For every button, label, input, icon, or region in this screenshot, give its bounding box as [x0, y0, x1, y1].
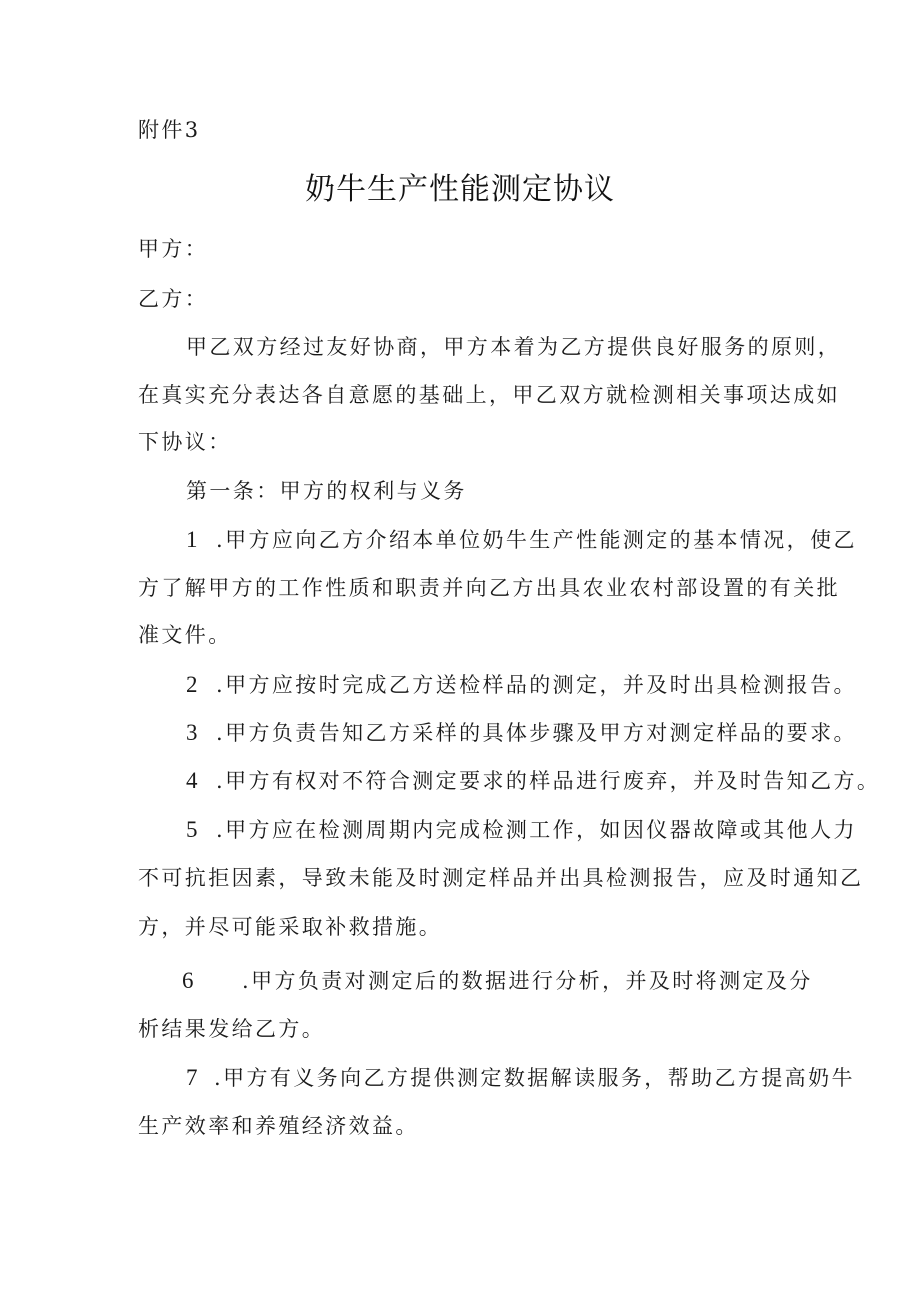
document-title: 奶牛生产性能测定协议 [305, 172, 615, 207]
intro-line: 下协议： [138, 430, 232, 454]
list-item [186, 527, 857, 553]
item-text: 析结果发给乙方。 [138, 1017, 326, 1041]
item-number: 7 [186, 1065, 198, 1090]
list-item [186, 720, 857, 746]
item-number: 3 [186, 720, 198, 745]
item-number: 5 [186, 817, 198, 842]
item-text: .甲方有权对不符合测定要求的样品进行废弃，并及时告知乙方。 [216, 769, 881, 793]
item-text: 准文件。 [138, 623, 232, 647]
party-a-label: 甲方： [138, 237, 209, 261]
article-heading: 第一条：甲方的权利与义务 [186, 479, 467, 503]
list-item [186, 1065, 855, 1091]
item-text: .甲方应向乙方介绍本单位奶牛生产性能测定的基本情况，使乙 [216, 528, 857, 552]
list-item [186, 768, 880, 794]
item-text: .甲方有义务向乙方提供测定数据解读服务，帮助乙方提高奶牛 [214, 1066, 855, 1090]
intro-line: 甲乙双方经过友好协商，甲方本着为乙方提供良好服务的原则， [186, 335, 842, 359]
item-text: .甲方负责对测定后的数据进行分析，并及时将测定及分 [242, 969, 813, 993]
item-text: 方，并尽可能采取补救措施。 [138, 915, 443, 939]
item-text: .甲方应在检测周期内完成检测工作，如因仪器故障或其他人力 [216, 818, 857, 842]
item-text: 不可抗拒因素，导致未能及时测定样品并出具检测报告，应及时通知乙 [138, 866, 864, 890]
party-b-label: 乙方： [138, 287, 209, 311]
item-number: 1 [186, 527, 198, 552]
list-item [182, 968, 813, 994]
attachment-label: 附件3 [138, 118, 201, 142]
item-number: 4 [186, 768, 198, 793]
item-text: 生产效率和养殖经济效益。 [138, 1114, 419, 1138]
item-text: .甲方应按时完成乙方送检样品的测定，并及时出具检测报告。 [216, 673, 857, 697]
item-number: 2 [186, 672, 198, 697]
item-text: .甲方负责告知乙方采样的具体步骤及甲方对测定样品的要求。 [216, 721, 857, 745]
intro-line: 在真实充分表达各自意愿的基础上，甲乙双方就检测相关事项达成如 [138, 383, 840, 407]
item-number: 6 [182, 968, 194, 993]
list-item [186, 817, 857, 843]
item-text: 方了解甲方的工作性质和职责并向乙方出具农业农村部设置的有关批 [138, 576, 840, 600]
list-item [186, 672, 857, 698]
